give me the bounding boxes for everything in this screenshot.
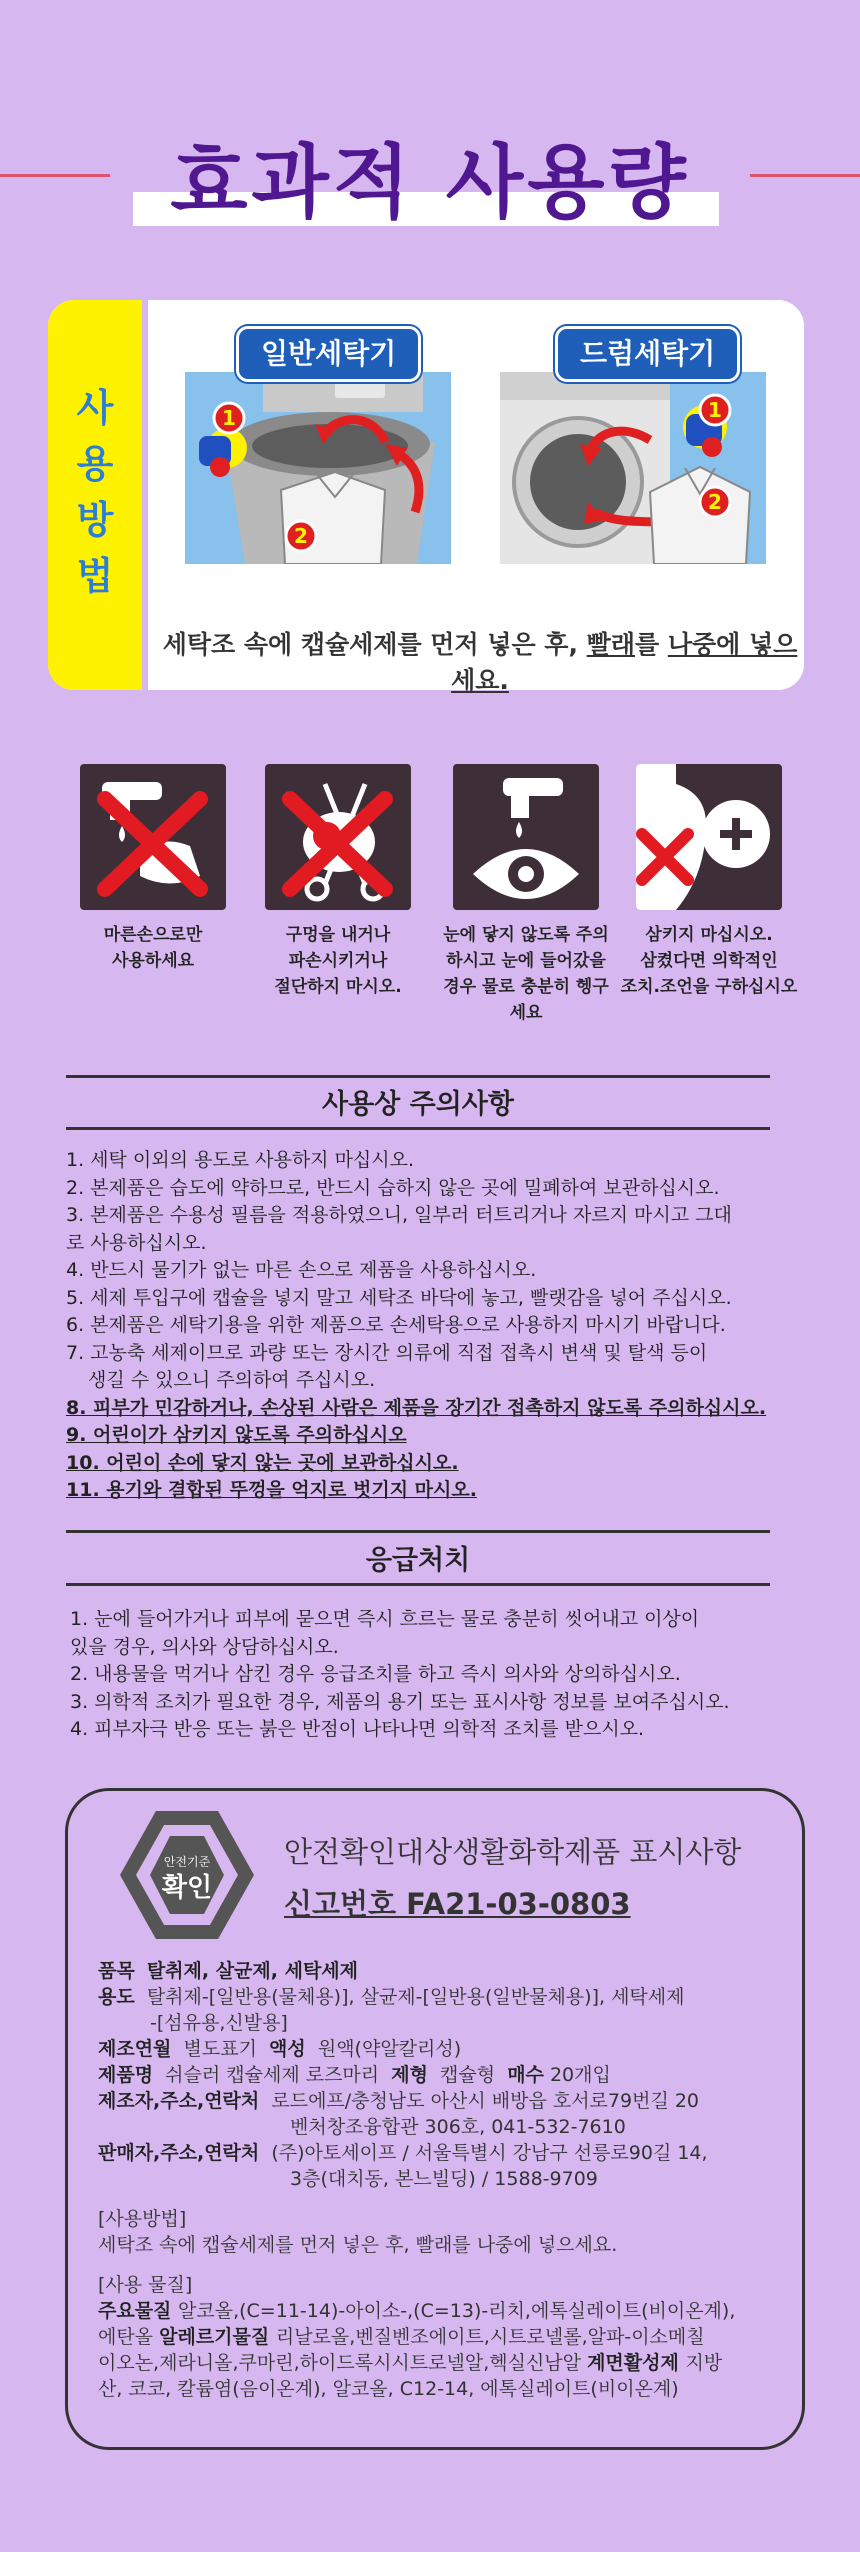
method-title: [사용방법] xyxy=(98,2208,187,2230)
safety-badge-icon xyxy=(120,1810,254,1940)
info-row: 제조연월 별도표기 액성 원액(약알칼리성) xyxy=(98,2038,462,2060)
precautions-title: 사용상 주의사항 xyxy=(322,1089,514,1120)
drum-label: 드럼세탁기 xyxy=(555,326,740,382)
usage-caption: 세탁조 속에 캡슐세제를 먼저 넣은 후, 빨래를 나중에 넣으세요. xyxy=(162,630,798,695)
materials-line: 이오논,제라니올,쿠마린,하이드록시시트로넬알,헥실신남알 계면활성제 지방 xyxy=(98,2352,723,2374)
usage-divider xyxy=(142,300,148,690)
step-number: 1 xyxy=(222,406,236,430)
label-title: 안전확인대상생활화학제품 표시사항 xyxy=(284,1835,742,1869)
list-item: 6. 본제품은 세탁기용을 위한 제품으로 손세탁용으로 사용하지 마시기 바랍니다. xyxy=(66,1314,726,1336)
warning-text-dry-hands: 마른손으로만 사용하세요 xyxy=(103,925,203,971)
dry-hands-icon xyxy=(80,764,226,910)
materials-line: 에탄올 알레르기물질 리날로올,벤질벤조에이트,시트로넬롤,알파-이소메칠 xyxy=(98,2326,705,2348)
step-number: 2 xyxy=(708,490,722,514)
list-item: 8. 피부가 민감하거나, 손상된 사람은 제품을 장기간 접촉하지 않도록 주의하십시오. xyxy=(66,1396,767,1419)
info-row: 제조자,주소,연락처 로드에프/충청남도 아산시 배방읍 호서로79번길 20 xyxy=(98,2090,700,2112)
materials-line: 산, 코코, 칼륨염(음이온계), 알코올, C12-14, 에톡실레이트(비이온계) xyxy=(98,2378,679,2400)
materials-line: 주요물질 알코올,(C=11-14)-아이소-,(C=13)-리치,에톡실레이트(비이온계), xyxy=(98,2300,736,2322)
list-item: 11. 용기와 결합된 뚜껑을 억지로 벗기지 마시오. xyxy=(66,1479,477,1501)
step-number: 2 xyxy=(294,524,308,548)
info-row: 용도 탈취제-[일반용(물체용)], 살균제-[일반용(일반물체용)], 세탁세제 xyxy=(98,1986,685,2008)
first-aid-bottom-rule xyxy=(66,1583,770,1586)
list-item: 3. 본제품은 수용성 필름을 적용하였으니, 일부러 터트리거나 자르지 마시고 그대 로 사용하십시오. xyxy=(66,1204,732,1254)
list-item: 5. 세제 투입구에 캡슐을 넣지 말고 세탁조 바닥에 놓고, 빨랫감을 넣어 주십시오. xyxy=(66,1286,732,1309)
step-number: 1 xyxy=(708,398,722,422)
badge-big-text: 확인 xyxy=(161,1873,213,1903)
info-row: 판매자,주소,연락처 (주)아토세이프 / 서울특별시 강남구 선릉로90길 14, xyxy=(98,2142,708,2164)
precautions-bottom-rule xyxy=(66,1127,770,1130)
no-swallow-icon xyxy=(636,764,782,910)
page-title: 효과적 사용량 xyxy=(170,136,690,229)
drum-washer-icon xyxy=(500,372,766,564)
usage-side-label: 사 용 방 법 xyxy=(76,386,114,598)
first-aid-list xyxy=(70,1606,780,1744)
first-aid-title: 응급처치 xyxy=(365,1545,471,1576)
warning-text-no-swallow: 삼키지 마십시오. 삼켰다면 의학적인 조치.조언을 구하십시오 xyxy=(620,925,798,997)
list-item: 10. 어린이 손에 닿지 않는 곳에 보관하십시오. xyxy=(66,1451,459,1474)
list-item: 2. 내용물을 먹거나 삼킨 경우 응급조치를 하고 즉시 의사와 상의하십시오. xyxy=(70,1663,681,1685)
eye-rinse-icon xyxy=(453,764,599,910)
info-row: -[섬유용,신발용] xyxy=(150,2012,288,2034)
method-text: 세탁조 속에 캡슐세제를 먼저 넣은 후, 빨래를 나중에 넣으세요. xyxy=(98,2234,618,2256)
precautions-list xyxy=(66,1147,776,1505)
list-item: 1. 세탁 이외의 용도로 사용하지 마십시오. xyxy=(66,1149,415,1171)
top-load-washer-icon xyxy=(185,372,451,564)
top-load-label: 일반세탁기 xyxy=(236,326,421,382)
list-item: 4. 피부자극 반응 또는 붉은 반점이 나타나면 의학적 조치를 받으시오. xyxy=(70,1718,645,1740)
list-item: 4. 반드시 물기가 없는 마른 손으로 제품을 사용하십시오. xyxy=(66,1259,537,1281)
warning-text-eye-rinse: 눈에 닿지 않도록 주의 하시고 눈에 들어갔을 경우 물로 충분히 헹구세요 xyxy=(443,925,609,1023)
info-row: 제품명 쉬슬러 캡슐세제 로즈마리 제형 캡슐형 매수 20개입 xyxy=(98,2064,611,2086)
top-load-washer-illustration xyxy=(185,372,451,564)
badge-small-text: 안전기준 xyxy=(163,1855,211,1869)
info-row: 품목 탈취제, 살균제, 세탁세제 xyxy=(98,1960,359,1982)
no-cutting-icon xyxy=(265,764,411,910)
drum-washer-illustration xyxy=(500,372,766,564)
info-row: 3층(대치동, 본느빌딩) / 1588-9709 xyxy=(290,2168,598,2190)
precautions-top-rule xyxy=(66,1075,770,1078)
warning-text-no-cutting: 구멍을 내거나 파손시키거나 절단하지 마시오. xyxy=(274,925,402,997)
list-item: 7. 고농축 세제이므로 과량 또는 장시간 의류에 직접 접촉시 변색 및 탈색 등이 생길 수 있으니 주의하여 주십시오. xyxy=(66,1341,708,1391)
list-item: 9. 어린이가 삼키지 않도록 주의하십시오 xyxy=(66,1424,407,1446)
registration-number: 신고번호 FA21-03-0803 xyxy=(284,1887,631,1921)
list-item: 3. 의학적 조치가 필요한 경우, 제품의 용기 또는 표시사항 정보를 보여주십시오. xyxy=(70,1690,730,1713)
info-row: 벤처창조융합관 306호, 041-532-7610 xyxy=(290,2116,626,2138)
list-item: 2. 본제품은 습도에 약하므로, 반드시 습하지 않은 곳에 밀폐하여 보관하십시오. xyxy=(66,1176,720,1199)
first-aid-top-rule xyxy=(66,1530,770,1533)
list-item: 1. 눈에 들어가거나 피부에 묻으면 즉시 흐르는 물로 충분히 씻어내고 이상이 있을 경우, 의사와 상담하십시오. xyxy=(70,1608,700,1658)
safety-check-badge xyxy=(120,1810,254,1940)
materials-title: [사용 물질] xyxy=(98,2274,193,2296)
